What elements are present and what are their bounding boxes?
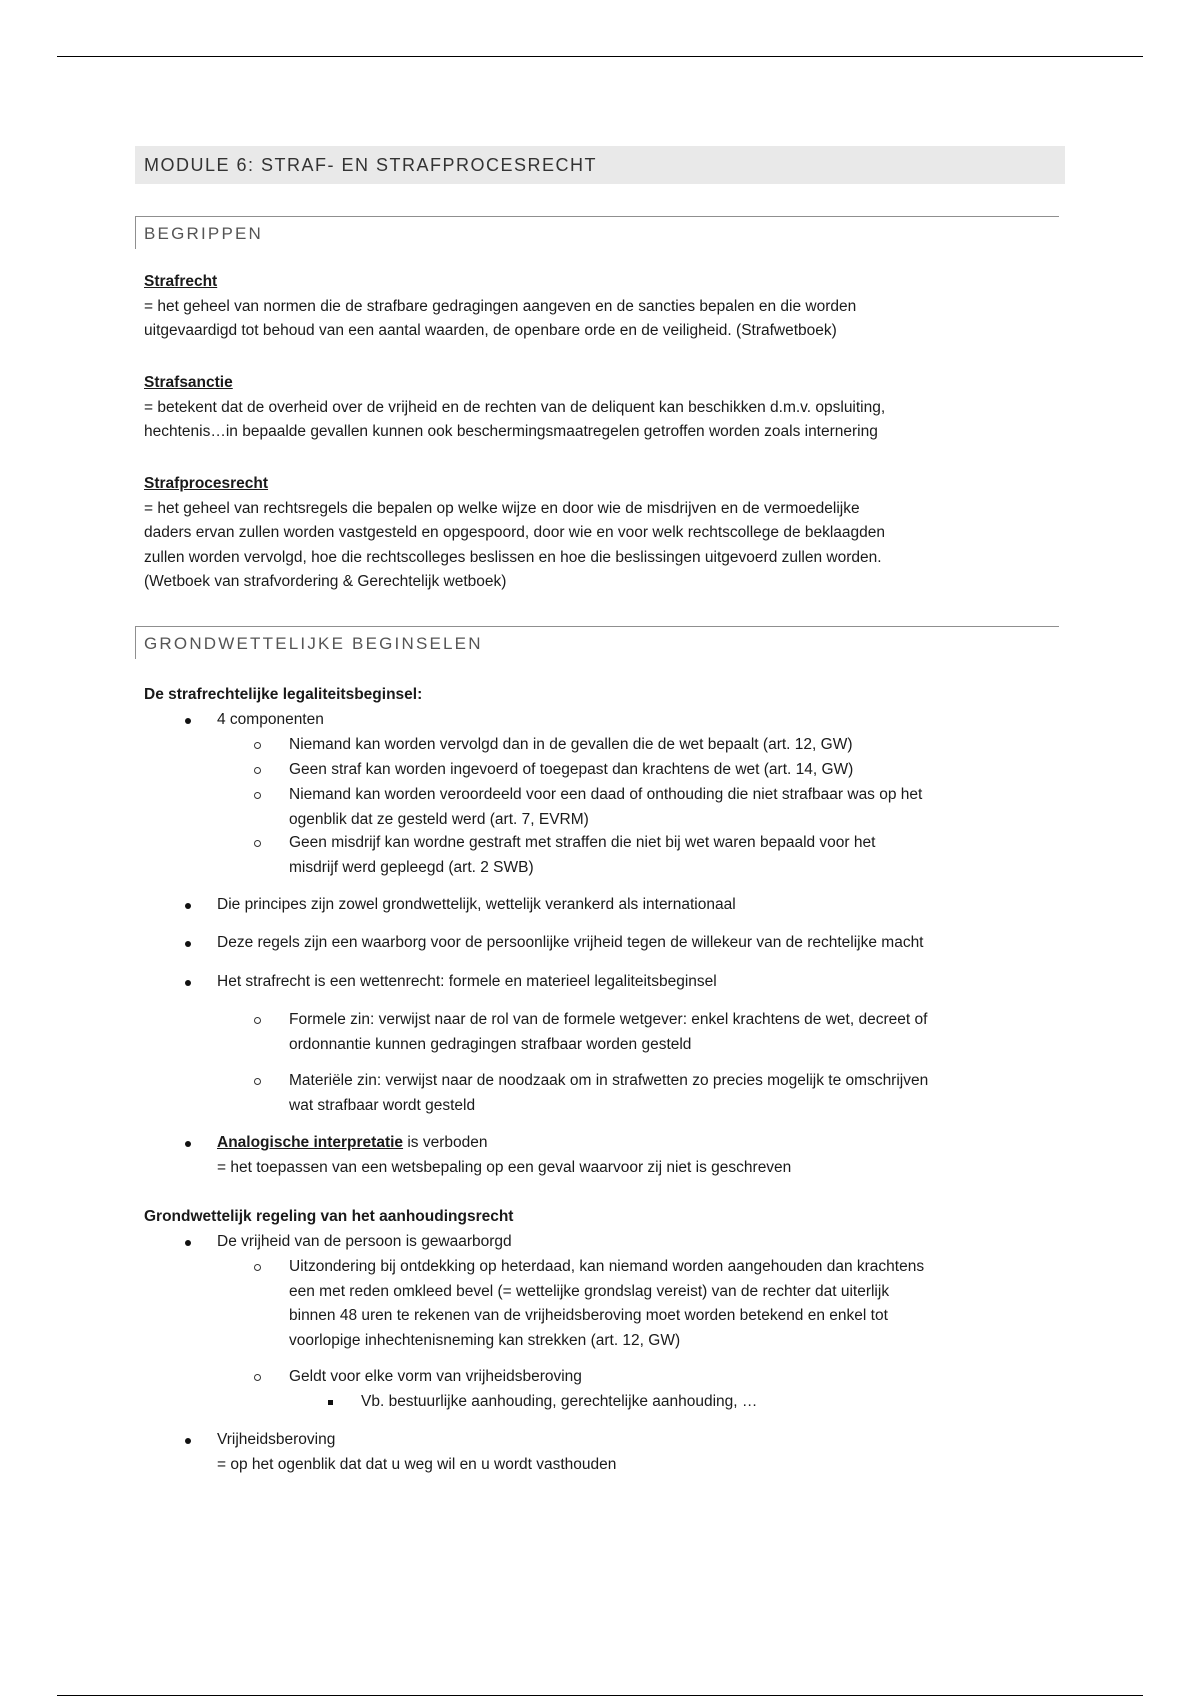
- sub-sub-list-item: Vb. bestuurlijke aanhouding, gerechtelijke aanhouding, …: [361, 1393, 758, 1410]
- top-rule: [57, 56, 1143, 57]
- circle-bullet-icon: [254, 792, 261, 799]
- bullet-icon: [185, 1141, 191, 1147]
- aanhouding-heading: Grondwettelijk regeling van het aanhoudingsrecht: [144, 1208, 514, 1225]
- sub-list-item: Niemand kan worden vervolgd dan in de gevallen die de wet bepaalt (art. 12, GW): [289, 736, 853, 753]
- module-title: MODULE 6: STRAF- EN STRAFPROCESRECHT: [144, 155, 598, 175]
- bullet-icon: [185, 941, 191, 947]
- sub-list-line: binnen 48 uren te rekenen van de vrijheidsberoving moet worden betekend en enkel tot: [289, 1307, 888, 1324]
- sub-list-item: Geldt voor elke vorm van vrijheidsberoving: [289, 1368, 582, 1385]
- sub-list-line: voorlopige inhechtenisneming kan strekken (art. 12, GW): [289, 1331, 681, 1349]
- definition-line: zullen worden vervolgd, hoe die rechtscolleges beslissen en hoe die beslissingen uitgevoerd zullen worden.: [144, 548, 882, 566]
- sub-list-line: Uitzondering bij ontdekking op heterdaad, kan niemand worden aangehouden dan krachtens: [289, 1258, 925, 1275]
- list-item-definition: = het toepassen van een wetsbepaling op een geval waarvoor zij niet is geschreven: [217, 1158, 792, 1176]
- list-item: 4 componenten: [217, 711, 324, 728]
- definition-line: uitgevaardigd tot behoud van een aantal waarden, de openbare orde en de veiligheid. (Strafwetboek): [144, 322, 837, 339]
- term-title: Strafsanctie: [144, 374, 233, 391]
- legaliteit-heading: De strafrechtelijke legaliteitsbeginsel:: [144, 686, 423, 703]
- list-item: De vrijheid van de persoon is gewaarborgd: [217, 1233, 512, 1250]
- bullet-icon: [185, 980, 191, 986]
- section-title-beginselen: GRONDWETTELIJKE BEGINSELEN: [144, 634, 483, 653]
- definition-line: (Wetboek van strafvordering & Gerechtelijk wetboek): [144, 573, 507, 590]
- sub-list-item: [289, 1069, 928, 1118]
- circle-bullet-icon: [254, 767, 261, 774]
- bullet-icon: [185, 1438, 191, 1444]
- sub-list-line: een met reden omkleed bevel (= wettelijke grondslag vereist) van de rechter dat uiterlijk: [289, 1282, 890, 1300]
- definition-line: = betekent dat de overheid over de vrijheid en de rechten van de deliquent kan beschikken d.m.v. opsluiting,: [144, 398, 886, 416]
- sub-list-line: wat strafbaar wordt gesteld: [289, 1096, 476, 1114]
- sub-list-line: Niemand kan worden veroordeeld voor een daad of onthouding die niet strafbaar was op het: [289, 786, 923, 803]
- sub-list-item: [289, 1255, 924, 1353]
- section-header-beginselen: [135, 626, 1059, 659]
- list-item: [217, 1131, 791, 1180]
- list-item-definition: = op het ogenblik dat dat u weg wil en u wordt vasthouden: [217, 1455, 617, 1473]
- list-item: [217, 1428, 616, 1477]
- definition-line: = het geheel van rechtsregels die bepalen op welke wijze en door wie de misdrijven en de vermoedelijke: [144, 499, 860, 517]
- sub-list-line: Formele zin: verwijst naar de rol van de formele wetgever: enkel krachtens de wet, decreet of: [289, 1011, 928, 1028]
- bullet-icon: [185, 903, 191, 909]
- bottom-rule: [57, 1695, 1143, 1696]
- inline-text: is verboden: [403, 1134, 488, 1151]
- definition-strafrecht: [144, 270, 1064, 344]
- circle-bullet-icon: [254, 1017, 261, 1024]
- section-title-begrippen: BEGRIPPEN: [144, 224, 263, 243]
- list-item: Het strafrecht is een wettenrecht: formele en materieel legaliteitsbeginsel: [217, 973, 717, 990]
- list-item: Die principes zijn zowel grondwettelijk, wettelijk verankerd als internationaal: [217, 896, 736, 913]
- circle-bullet-icon: [254, 1374, 261, 1381]
- sub-list-line: misdrijf werd gepleegd (art. 2 SWB): [289, 858, 534, 876]
- square-bullet-icon: [328, 1400, 333, 1405]
- module-header: [135, 146, 1065, 184]
- sub-list-line: Materiële zin: verwijst naar de noodzaak om in strafwetten zo precies mogelijk te omschrijven: [289, 1072, 929, 1089]
- section-header-begrippen: [135, 216, 1059, 249]
- sub-list-item: [289, 783, 922, 832]
- bullet-icon: [185, 718, 191, 724]
- definition-strafprocesrecht: [144, 472, 1064, 595]
- sub-list-item: [289, 1008, 927, 1057]
- list-item-text: Vrijheidsberoving: [217, 1431, 336, 1448]
- definition-line: hechtenis…in bepaalde gevallen kunnen ook beschermingsmaatregelen getroffen worden zoals internering: [144, 423, 878, 440]
- bullet-icon: [185, 1240, 191, 1246]
- sub-list-line: Geen misdrijf kan wordne gestraft met straffen die niet bij wet waren bepaald voor het: [289, 834, 876, 851]
- circle-bullet-icon: [254, 1078, 261, 1085]
- definition-line: = het geheel van normen die de strafbare gedragingen aangeven en de sancties bepalen en die worden: [144, 297, 857, 315]
- term-title: Strafprocesrecht: [144, 475, 269, 492]
- definition-line: daders ervan zullen worden vastgesteld en opgespoord, door wie en voor welk rechtscollege de beklaagden: [144, 524, 886, 541]
- sub-list-line: ordonnantie kunnen gedragingen strafbaar worden gesteld: [289, 1035, 692, 1053]
- circle-bullet-icon: [254, 1264, 261, 1271]
- sub-list-item: Geen straf kan worden ingevoerd of toegepast dan krachtens de wet (art. 14, GW): [289, 761, 854, 778]
- circle-bullet-icon: [254, 742, 261, 749]
- sub-list-line: ogenblik dat ze gesteld werd (art. 7, EVRM): [289, 810, 589, 828]
- term-title: Strafrecht: [144, 273, 218, 290]
- sub-list-item: [289, 831, 875, 880]
- definition-strafsanctie: [144, 371, 1064, 445]
- inline-term: Analogische interpretatie: [217, 1134, 404, 1151]
- list-item: Deze regels zijn een waarborg voor de persoonlijke vrijheid tegen de willekeur van de rechtelijke macht: [217, 934, 924, 951]
- circle-bullet-icon: [254, 840, 261, 847]
